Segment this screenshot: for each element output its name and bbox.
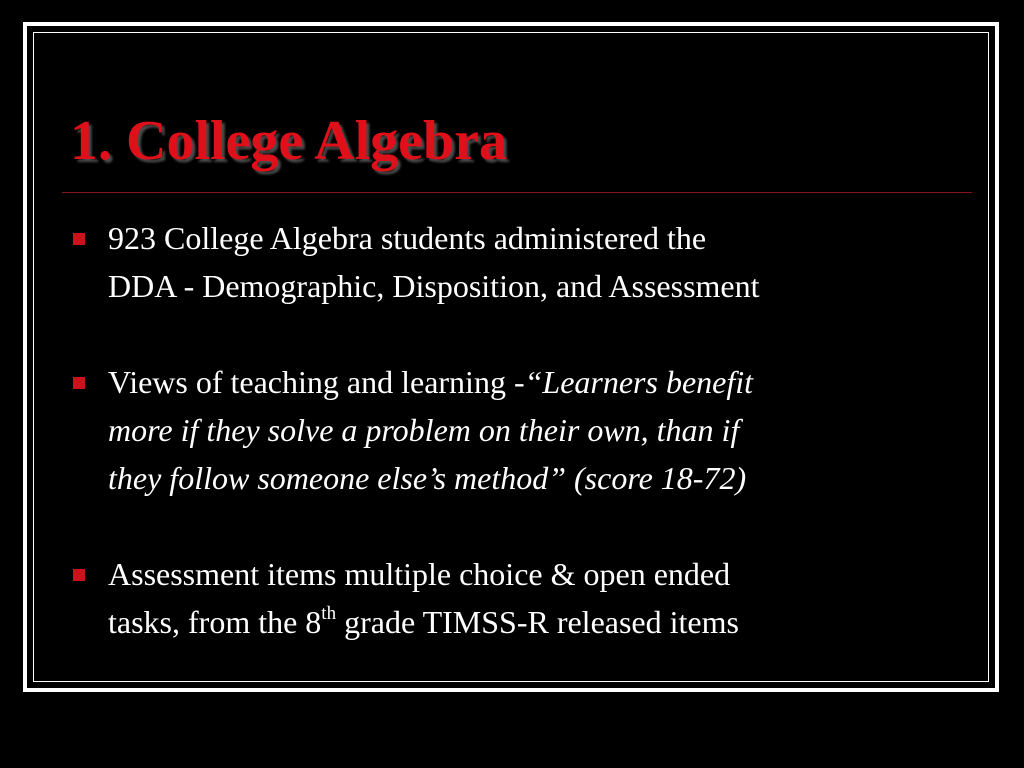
bullet-1-line-1: 923 College Algebra students administered the xyxy=(108,220,707,256)
bullet-3-line-2-start: tasks, from the 8 xyxy=(108,604,322,640)
bullet-item-1 xyxy=(108,214,968,310)
bullet-2-prefix: Views of teaching and learning - xyxy=(108,364,525,400)
title-divider xyxy=(62,192,972,193)
bullet-square-icon xyxy=(73,377,85,389)
bullet-item-3 xyxy=(108,550,968,646)
bullet-square-icon xyxy=(73,569,85,581)
bullet-list xyxy=(108,214,968,646)
bullet-item-2 xyxy=(108,358,968,502)
bullet-2-quote-end: they follow someone else’s method” (score 18-72) xyxy=(108,460,747,496)
bullet-2-quote-start: “Learners benefit xyxy=(524,364,754,400)
bullet-3-superscript: th xyxy=(321,603,337,625)
bullet-3-line-1: Assessment items multiple choice & open ended xyxy=(108,556,731,592)
bullet-1-line-2: DDA - Demographic, Disposition, and Assessment xyxy=(108,268,760,304)
bullet-2-quote-middle: more if they solve a problem on their own, than if xyxy=(108,412,740,448)
bullet-square-icon xyxy=(73,233,85,245)
slide-title: 1. College Algebra xyxy=(70,110,508,172)
bullet-3-line-2-end: grade TIMSS-R released items xyxy=(336,604,739,640)
